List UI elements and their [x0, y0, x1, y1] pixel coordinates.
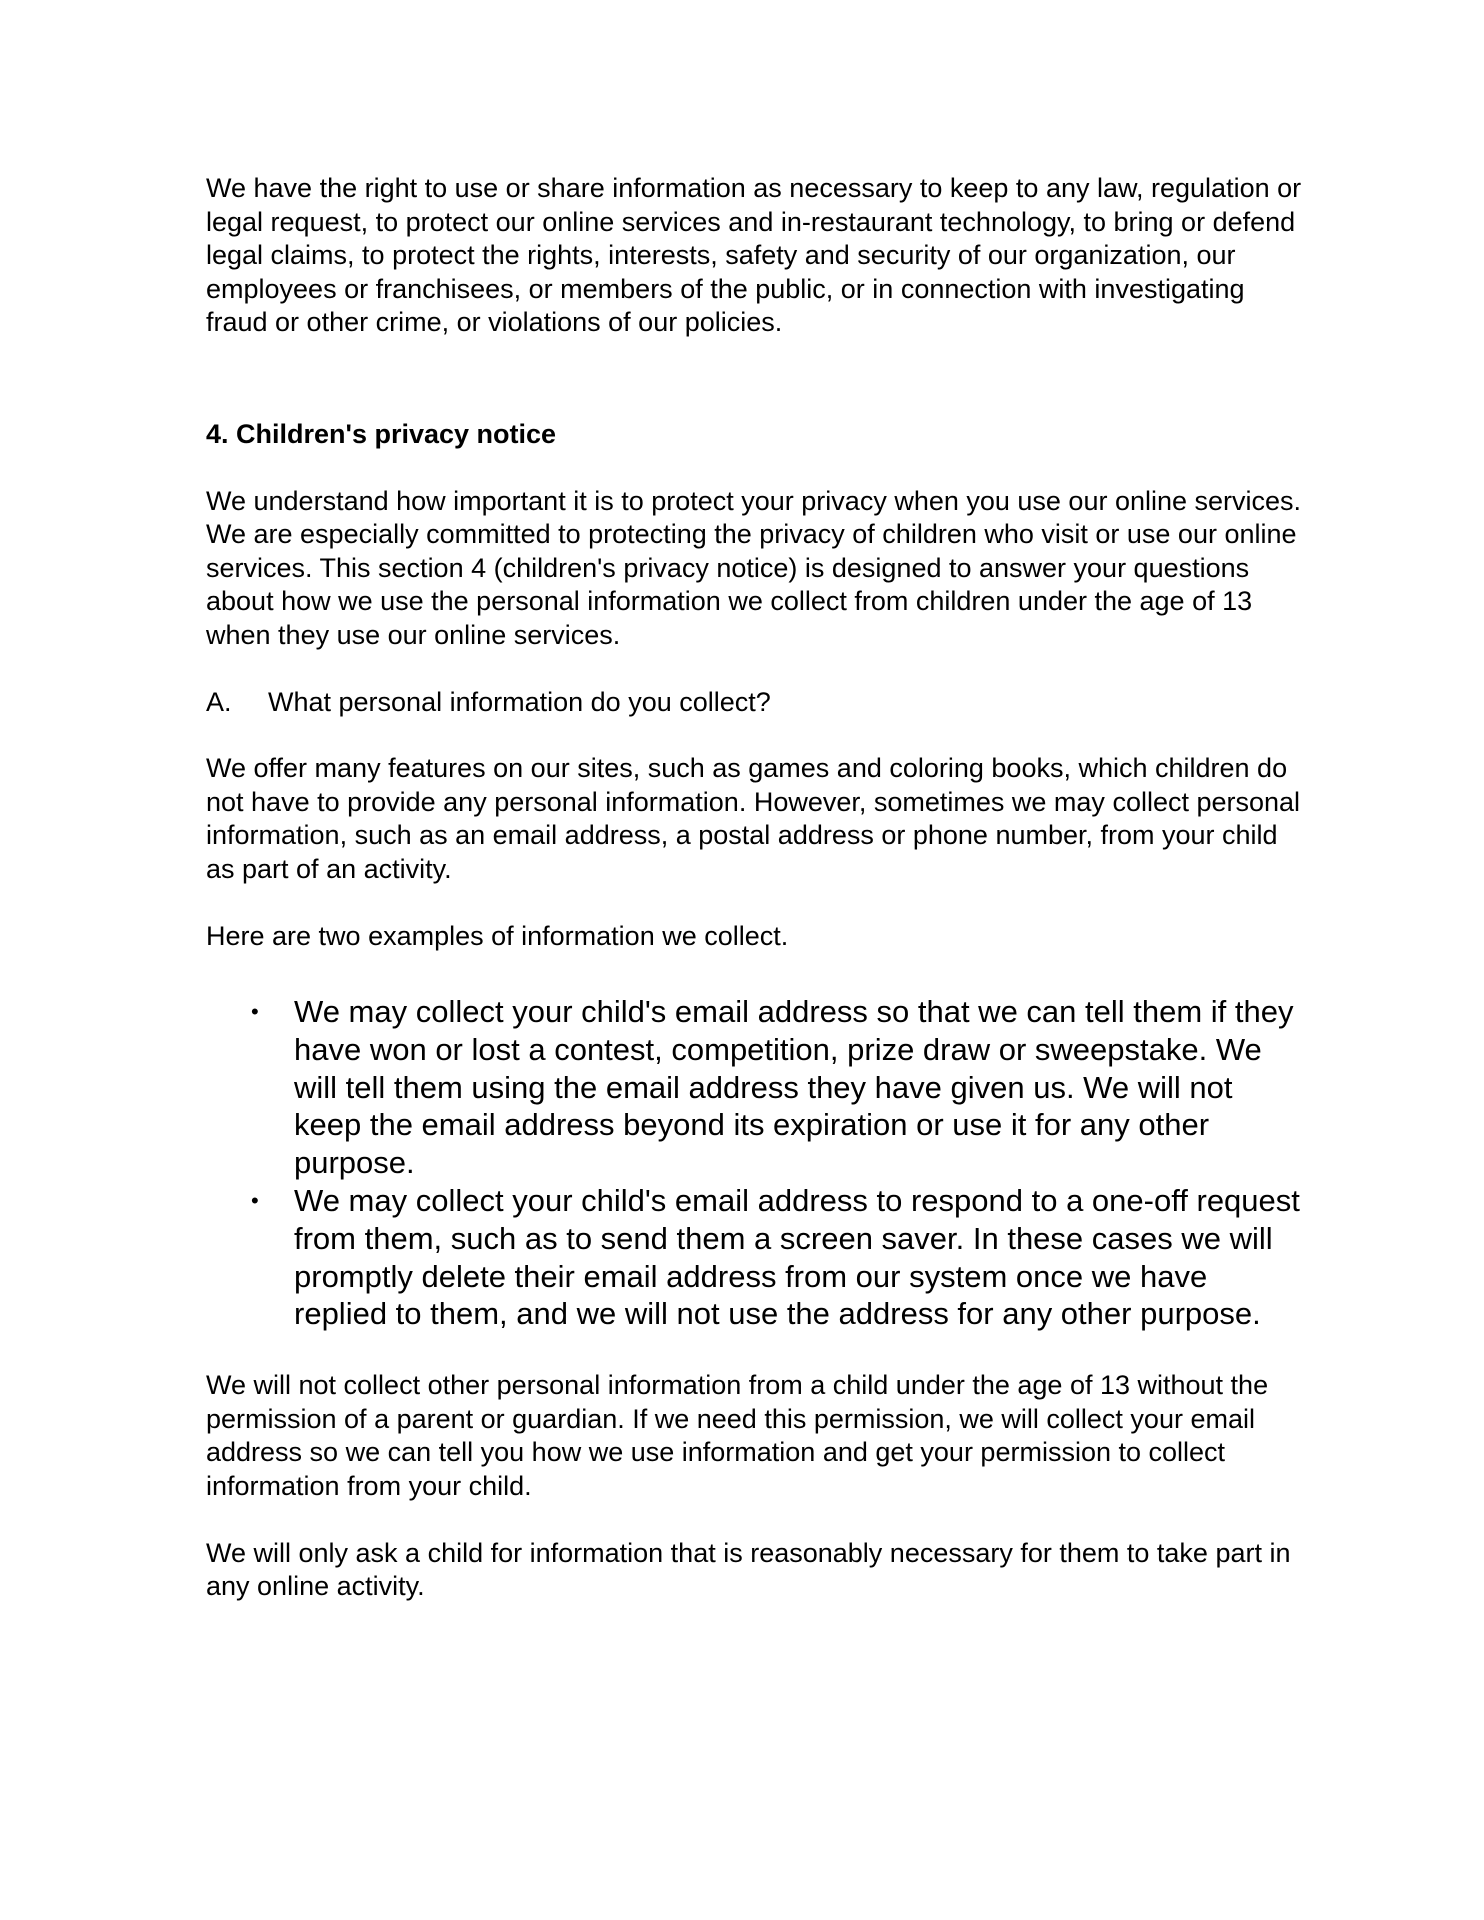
list-item-text: We may collect your child's email address to respond to a one-off request from them, such as to send them a screen saver. In these cases we will promptly delete their email address from our system once we have replied to them, and we will not use the address for any other purpose. — [294, 1183, 1300, 1332]
features-paragraph: We offer many features on our sites, such as games and coloring books, which children do not have to provide any personal information. However, sometimes we may collect personal information, such as an email address, a postal address or phone number, from your child as part of an activity. — [206, 753, 1301, 884]
examples-intro: Here are two examples of information we collect. — [206, 920, 789, 951]
list-item — [206, 993, 1306, 1182]
document-page — [206, 172, 1306, 1604]
permission-paragraph: We will not collect other personal information from a child under the age of 13 without the permission of a parent or guardian. If we need this permission, we will collect your email address so we can tell you how we use information and get your permission to collect information from your child. — [206, 1370, 1269, 1502]
closing-paragraph: We will only ask a child for information that is reasonably necessary for them to take part in any online activity. — [206, 1537, 1291, 1602]
subsection-letter: A. — [206, 686, 232, 717]
subsection-heading — [206, 686, 1306, 720]
bullet-icon: • — [251, 1188, 259, 1214]
intro-paragraph: We have the right to use or share information as necessary to keep to any law, regulation or legal request, to protect our online services and in-restaurant technology, to bring or defend legal claims, to protect the rights, interests, safety and security of our organization, our employees or franchisees, or members of the public, or in connection with investigating fraud or other crime, or violations of our policies. — [206, 173, 1302, 338]
list-item-text: We may collect your child's email address so that we can tell them if they have won or lost a contest, competition, prize draw or sweepstake. We will tell them using the email address they have given us. We will not keep the email address beyond its expiration or use it for any other purpose. — [294, 994, 1294, 1181]
section-intro-paragraph: We understand how important it is to protect your privacy when you use our online services. We are especially committed to protecting the privacy of children who visit or use our online services. This section 4 (children's privacy notice) is designed to answer your questions about how we use the personal information we collect from children under the age of 13 when they use our online services. — [206, 485, 1302, 650]
list-item — [206, 1182, 1306, 1333]
bullet-icon: • — [251, 999, 259, 1025]
section-heading: 4. Children's privacy notice — [206, 418, 557, 449]
examples-list — [206, 993, 1306, 1333]
subsection-title: What personal information do you collect? — [268, 686, 771, 717]
